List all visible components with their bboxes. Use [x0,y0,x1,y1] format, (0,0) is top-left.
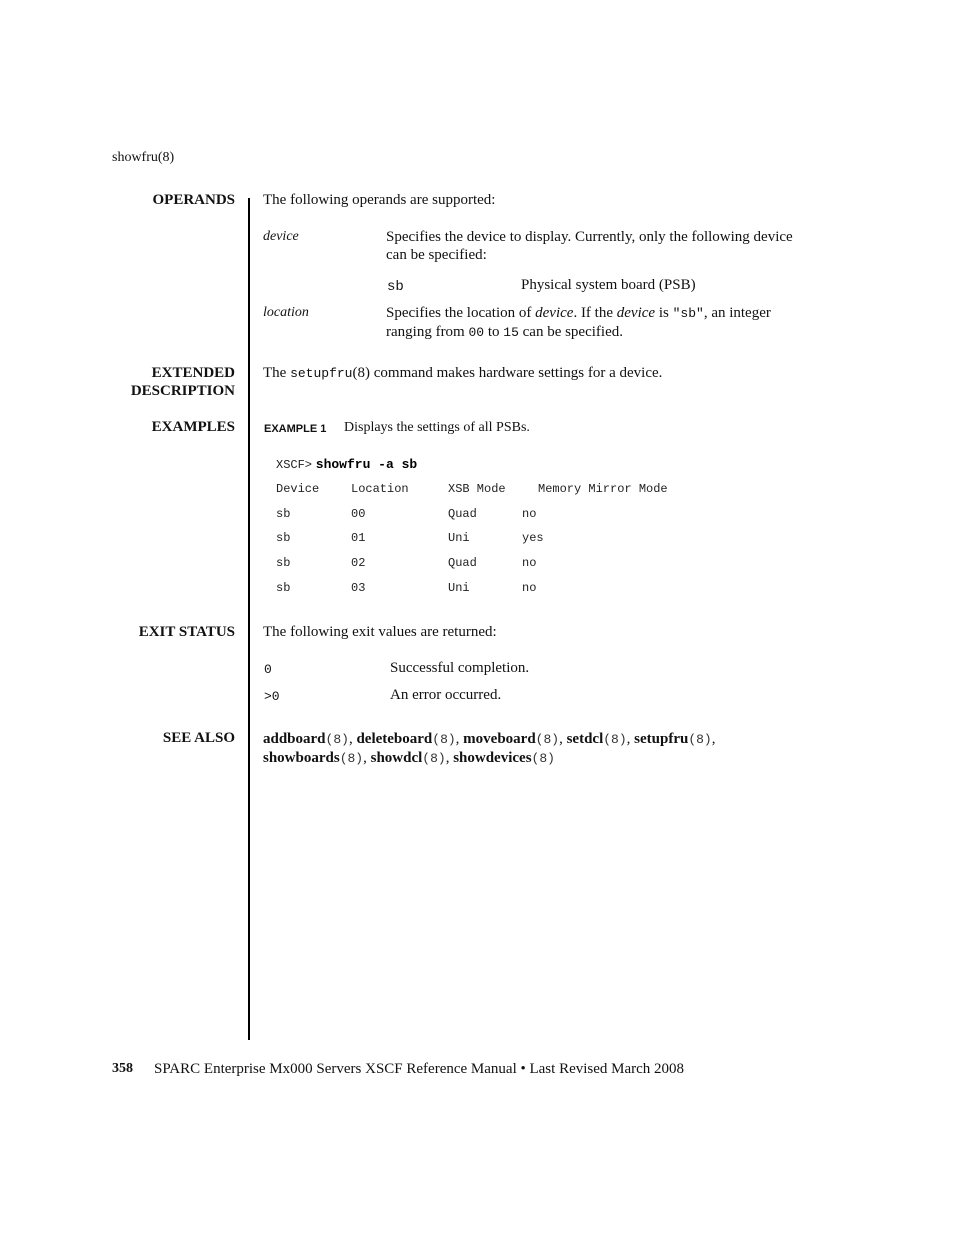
footer-text: SPARC Enterprise Mx000 Servers XSCF Reference Manual • Last Revised March 2008 [154,1061,685,1077]
page-number: 358 [112,1061,133,1076]
exit-code-desc: An error occurred. [390,687,502,703]
see-also-ref-setupfru[interactable]: setupfru(8) [634,731,712,747]
see-also-ref-moveboard[interactable]: moveboard(8) [463,731,560,747]
operands-intro: The following operands are supported: [263,192,496,208]
extended-description-text: The setupfru(8) command makes hardware settings for a device. [263,365,663,381]
table-cell: 01 [351,531,366,545]
table-cell: Quad [448,507,477,521]
table-cell: sb [276,507,291,521]
table-cell: 02 [351,556,366,570]
exit-status-heading: EXIT STATUS [138,624,235,640]
see-also-ref-setdcl[interactable]: setdcl(8) [566,731,627,747]
table-cell: no [522,556,537,570]
table-cell: Uni [448,531,470,545]
table-cell: no [522,581,537,595]
section-divider-rule [248,198,250,1040]
see-also-list: addboard(8), deleteboard(8), moveboard(8), setdcl(8), setupfru(8), showboards(8), showdcl(8), showdevices(8) [263,731,716,766]
table-cell: sb [276,531,291,545]
exit-status-intro: The following exit values are returned: [263,624,497,640]
example-label: EXAMPLE 1 [264,423,327,435]
device-sub-term: sb [387,279,404,295]
operand-device-desc: Specifies the device to display. Currently, only the following device can be specified: [386,229,793,263]
see-also-ref-showdcl[interactable]: showdcl(8) [370,750,446,766]
example-caption: Displays the settings of all PSBs. [344,420,530,435]
exit-code: >0 [264,689,280,704]
table-cell: 03 [351,581,366,595]
exit-code: 0 [264,662,272,677]
device-sub-desc: Physical system board (PSB) [521,277,696,293]
column-header-xsb-mode: XSB Mode [448,482,506,496]
see-also-ref-deleteboard[interactable]: deleteboard(8) [356,731,456,747]
table-cell: yes [522,531,544,545]
operand-location-term: location [263,305,309,320]
extended-heading-line1: EXTENDED [151,365,235,381]
column-header-memory-mirror-mode: Memory Mirror Mode [538,482,668,496]
table-cell: Uni [448,581,470,595]
column-header-location: Location [351,482,409,496]
table-cell: 00 [351,507,366,521]
operands-heading: OPERANDS [152,192,235,208]
examples-heading: EXAMPLES [151,419,235,435]
operand-device-term: device [263,229,299,244]
table-cell: Quad [448,556,477,570]
see-also-ref-showdevices[interactable]: showdevices(8) [453,750,555,766]
table-cell: no [522,507,537,521]
operand-location-desc: Specifies the location of device. If the device is "sb", an integer ranging from 00 to 15 can be specified. [386,305,771,340]
example-command-line: XSCF> showfru -a sb [276,457,418,472]
see-also-ref-addboard[interactable]: addboard(8) [263,731,349,747]
table-cell: sb [276,581,291,595]
table-cell: sb [276,556,291,570]
column-header-device: Device [276,482,320,496]
see-also-heading: SEE ALSO [162,730,235,746]
running-title: showfru(8) [112,150,175,165]
exit-code-desc: Successful completion. [390,660,530,676]
see-also-ref-showboards[interactable]: showboards(8) [263,750,364,766]
extended-heading-line2: DESCRIPTION [130,383,235,399]
